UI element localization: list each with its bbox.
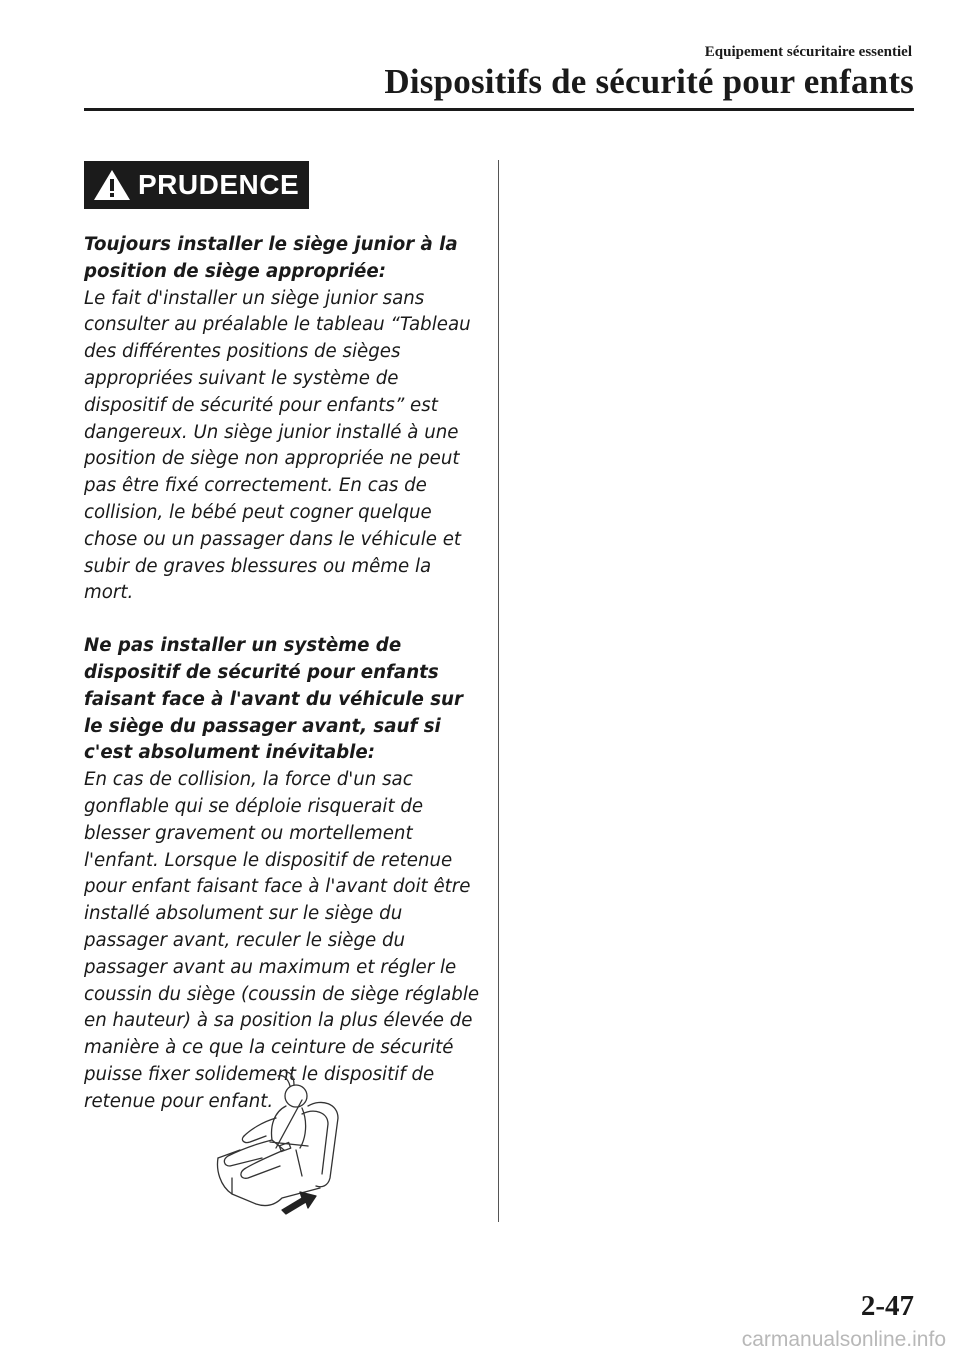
- header-section-label: Equipement sécuritaire essentiel: [704, 44, 912, 60]
- warning-content: [84, 232, 482, 1116]
- page-number: 2-47: [860, 1290, 914, 1322]
- warning-triangle-icon: [92, 168, 132, 202]
- paragraph-body: En cas de collision, la force d'un sac gonflable qui se déploie risquerait de blesser gravement ou mortellement l'enfant. Lorsque le dispositif de retenue pour enfant faisant face à l'avant doit être installé absolument sur le siège du passager avant, reculer le siège du passager avant au maximum et régler le coussin du siège (coussin de siège réglable en hauteur) à sa position la plus élevée de manière à ce que la ceinture de sécurité puisse fixer solidement le dispositif de retenue pour enfant.: [84, 769, 480, 1112]
- warning-badge: [84, 161, 309, 209]
- paragraph-body: Le fait d'installer un siège junior sans consulter au préalable le tableau “Tableau des différentes positions de sièges appropriées suivant le système de dispositif de sécurité pour enfants” est dangereux. Un siège junior installé à une position de siège non appropriée ne peut pas être fixé correctement. En cas de collision, le bébé peut cogner quelque chose ou un passager dans le véhicule et subir de graves blessures ou même la mort.: [84, 287, 471, 604]
- paragraph-heading: Ne pas installer un système de dispositif de sécurité pour enfants faisant face à l'avant du véhicule sur le siège du passager avant, sauf si c'est absolument inévitable:: [84, 635, 463, 764]
- header-rule: [84, 108, 914, 111]
- page-title: Dispositifs de sécurité pour enfants: [384, 62, 914, 101]
- warning-label: PRUDENCE: [138, 169, 300, 200]
- watermark: carmanualsonline.info: [741, 1328, 946, 1351]
- child-seat-illustration: [210, 1070, 350, 1218]
- column-divider: [498, 160, 499, 1222]
- paragraph-heading: Toujours installer le siège junior à la position de siège appropriée:: [84, 234, 458, 282]
